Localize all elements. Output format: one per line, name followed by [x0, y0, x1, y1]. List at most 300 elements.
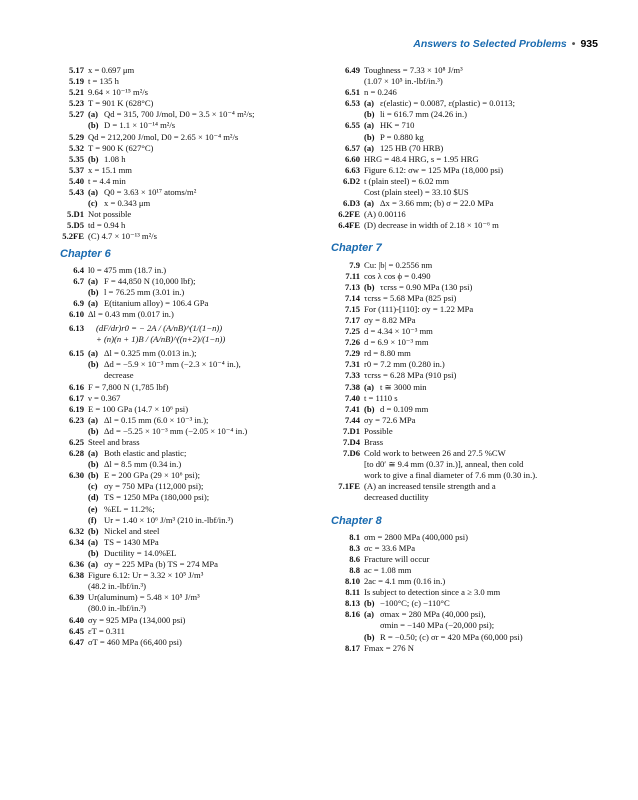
answer-list-ch6-c [331, 65, 611, 231]
answer-number: 5.35 [68, 153, 84, 164]
answer-text: E(titanium alloy) = 106.4 GPa [104, 297, 209, 308]
answer-number: 5.D5 [67, 220, 84, 231]
answer-number: 6.51 [344, 87, 360, 98]
answer-entry [331, 576, 611, 587]
answer-number: 6.25 [68, 437, 84, 447]
answer-part [88, 481, 325, 492]
answer-body [88, 626, 325, 637]
answer-entry [55, 559, 325, 570]
answer-text: τcrss = 5.68 MPa (825 psi) [364, 292, 457, 303]
answer-text: d = 0.109 mm [380, 403, 429, 414]
answer-body [364, 326, 611, 337]
answer-entry [55, 187, 325, 209]
part-label: (a) [364, 120, 375, 131]
answer-text: P = 0.880 kg [380, 131, 424, 142]
answer-text: ε(elastic) = 0.0087, ε(plastic) = 0.0113; [380, 98, 515, 109]
part-label: (d) [88, 492, 99, 503]
part-label: (b) [364, 598, 375, 609]
answer-number: 7.11 [345, 270, 360, 281]
answer-body [88, 176, 325, 187]
answer-text: Ur(aluminum) = 5.48 × 10⁵ J/m³ (80.0 in.-lbf/in.³) [88, 592, 200, 614]
answer-part [88, 470, 325, 481]
answer-number: 6.30 [68, 470, 84, 481]
answer-text: Brass [364, 437, 384, 447]
part-label: (a) [88, 536, 99, 547]
answer-entry [55, 448, 325, 470]
answer-part [88, 348, 325, 359]
answer-part [88, 109, 325, 120]
answer-body [364, 370, 611, 381]
answer-part [88, 526, 325, 537]
part-label: (a) [88, 297, 99, 308]
answer-text: Not possible [88, 209, 132, 220]
answer-part [88, 220, 325, 231]
answer-number: 8.1 [349, 531, 360, 542]
answer-entry [331, 643, 611, 654]
answer-body [364, 565, 611, 576]
answer-number: 8.13 [344, 598, 360, 609]
answer-text: li = 616.7 mm (24.26 in.) [380, 109, 467, 120]
answer-number: 6.19 [68, 403, 84, 414]
answer-text: Fmax = 276 N [364, 642, 414, 653]
answer-body [364, 532, 611, 543]
part-label: (a) [88, 275, 99, 286]
answer-part [364, 337, 611, 348]
answer-text: 1.08 h [104, 153, 126, 164]
answer-part [88, 404, 325, 415]
answer-body [364, 143, 611, 154]
answer-body [364, 98, 611, 120]
answer-number: 6.13 [68, 323, 84, 334]
answer-number: 7.D6 [343, 448, 360, 459]
answer-text: σm = 2800 MPa (400,000 psi) [364, 531, 469, 542]
answer-part [88, 154, 325, 165]
answer-text: σy = 8.82 MPa [364, 314, 416, 325]
answer-list-ch8 [331, 532, 611, 654]
answer-entry [331, 220, 611, 231]
answer-body [364, 415, 611, 426]
answer-entry [55, 220, 325, 231]
answer-number: 7.9 [349, 259, 360, 270]
answer-text: Cold work to between 26 and 27.5 %CW [to d0′ ≅ 9.4 mm (0.37 in.)], anneal, then cold work to give a final diameter of 7.6 mm (0.30 in.). [364, 448, 538, 481]
answer-entry [331, 198, 611, 209]
answer-part [88, 187, 325, 198]
answer-part [88, 570, 325, 592]
answer-text: Δl = 0.43 mm (0.017 in.) [88, 308, 174, 319]
answer-text: ν = 0.367 [88, 392, 121, 403]
part-label: (a) [364, 142, 375, 153]
part-label: (a) [88, 187, 99, 198]
answer-part [88, 548, 325, 559]
answer-part [364, 643, 611, 654]
header-separator: • [571, 38, 576, 50]
answer-body [88, 132, 325, 143]
answer-number: 7.25 [344, 326, 360, 337]
answer-number: 5.19 [68, 76, 84, 87]
answer-number: 6.36 [68, 559, 84, 570]
answer-entry [55, 209, 325, 220]
answer-text: F = 44,850 N (10,000 lbf); [104, 275, 196, 286]
answer-entry [331, 370, 611, 381]
answer-body [364, 393, 611, 404]
answer-body [364, 576, 611, 587]
answer-part [364, 304, 611, 315]
answer-part [364, 370, 611, 381]
running-title: Answers to Selected Problems [413, 38, 567, 50]
answer-number: 7.D4 [343, 437, 360, 447]
answer-entry [331, 543, 611, 554]
answer-entry [55, 437, 325, 448]
answer-body [364, 404, 611, 415]
answer-entry [331, 143, 611, 154]
equation-term-1: = − 2A / (A/nB)^(1/(1−n)) [131, 323, 223, 334]
answer-part [364, 382, 611, 393]
answer-number: 7.17 [344, 314, 360, 325]
answer-entry [331, 359, 611, 370]
answer-entry [55, 637, 325, 648]
answer-body [364, 359, 611, 370]
answer-part [364, 598, 611, 609]
answer-part [364, 176, 611, 198]
answer-part [364, 543, 611, 554]
answer-part [364, 120, 611, 131]
answer-entry [55, 526, 325, 537]
answer-entry [331, 176, 611, 198]
answer-part [364, 98, 611, 109]
equation-lhs: (dF/dr)r0 [96, 323, 129, 334]
answer-number: 5.D1 [67, 209, 84, 220]
answer-text: σy = 225 MPa (b) TS = 274 MPa [104, 559, 218, 570]
answer-body [88, 393, 325, 404]
answer-entry [331, 565, 611, 576]
answer-entry [331, 260, 611, 271]
answer-entry [55, 176, 325, 187]
answer-number: 6.9 [73, 297, 84, 308]
page-header [413, 38, 598, 50]
answer-body [364, 481, 611, 503]
answer-text: εT = 0.311 [88, 625, 125, 636]
answer-number: 7.44 [344, 414, 360, 425]
answer-number: 6.38 [68, 570, 84, 581]
answer-body [88, 165, 325, 176]
answer-text: Δl = 0.15 mm (6.0 × 10⁻³ in.); [104, 414, 209, 425]
answer-text: HK = 710 [380, 120, 415, 131]
answer-entry [331, 404, 611, 415]
answer-number: 6.57 [344, 142, 360, 153]
answer-part [364, 260, 611, 271]
answer-part [364, 154, 611, 165]
answer-number: 6.40 [68, 614, 84, 625]
answer-text: cos λ cos ϕ = 0.490 [364, 270, 431, 281]
answer-body [88, 187, 325, 209]
part-label: (b) [364, 109, 375, 120]
answer-number: 5.43 [68, 187, 84, 198]
answer-entry [331, 271, 611, 282]
answer-entry [331, 554, 611, 565]
answer-body [88, 98, 325, 109]
answer-entry [331, 326, 611, 337]
answer-part [88, 120, 325, 131]
answer-part [88, 309, 325, 320]
answer-entry [55, 537, 325, 559]
answer-text: d = 4.34 × 10⁻³ mm [364, 326, 433, 337]
answer-part [88, 87, 325, 98]
answer-body [364, 220, 611, 231]
answer-part [88, 165, 325, 176]
part-label: (b) [364, 403, 375, 414]
answer-text: Δd = −5.9 × 10⁻³ mm (−2.3 × 10⁻⁴ in.), decrease [104, 359, 241, 381]
answer-body [88, 309, 325, 320]
answer-text: τcrss = 0.90 MPa (130 psi) [380, 281, 473, 292]
part-label: (b) [88, 525, 99, 536]
answer-body [88, 526, 325, 537]
answer-list-ch6-a [55, 265, 325, 320]
answer-part [88, 626, 325, 637]
answer-body [88, 437, 325, 448]
answer-part [364, 632, 611, 643]
part-label: (a) [364, 381, 375, 392]
answer-entry [55, 404, 325, 415]
answer-number: 5.21 [68, 87, 84, 98]
answer-number: 7.14 [344, 292, 360, 303]
answer-part [88, 209, 325, 220]
answer-part [88, 415, 325, 426]
answer-entry [55, 98, 325, 109]
answer-text: σy = 750 MPa (112,000 psi); [104, 481, 204, 492]
answer-body [88, 382, 325, 393]
part-label: (b) [88, 425, 99, 436]
answer-part [88, 393, 325, 404]
answer-text: F = 7,800 N (1,785 lbf) [88, 381, 169, 392]
answer-number: 8.3 [349, 542, 360, 553]
part-label: (a) [364, 98, 375, 109]
answer-text: Steel and brass [88, 437, 140, 447]
answer-number: 5.17 [68, 65, 84, 75]
answer-part [364, 87, 611, 98]
answer-text: Qd = 315, 700 J/mol, D0 = 3.5 × 10⁻⁴ m²/s; [104, 109, 255, 120]
answer-body [88, 448, 325, 470]
answer-part [88, 504, 325, 515]
answer-entry [331, 209, 611, 220]
part-label: (a) [364, 609, 375, 620]
answer-part [364, 143, 611, 154]
answer-body [88, 109, 325, 131]
answer-part [364, 448, 611, 481]
answer-body [88, 65, 325, 76]
answer-part [364, 576, 611, 587]
answer-text: Figure 6.12: Ur = 3.32 × 10⁵ J/m³ (48.2 in.-lbf/in.³) [88, 570, 204, 592]
answer-entry [331, 282, 611, 293]
answer-entry [331, 65, 611, 87]
answer-part [88, 276, 325, 287]
answer-number: 6.15 [68, 348, 84, 359]
answer-entry [55, 165, 325, 176]
answer-body [364, 609, 611, 642]
answer-number: 6.4FE [338, 220, 360, 231]
answer-text: T = 900 K (627°C) [88, 142, 154, 153]
answer-part [364, 415, 611, 426]
answer-entry [55, 76, 325, 87]
answer-text: −100°C; (c) −110°C [380, 598, 450, 609]
answer-entry [55, 109, 325, 131]
answer-part [364, 326, 611, 337]
answer-number: 7.40 [344, 392, 360, 403]
part-label: (b) [88, 153, 99, 164]
answer-number: 7.13 [344, 281, 360, 292]
answer-number: 6.32 [68, 525, 84, 536]
answer-part [88, 426, 325, 437]
part-label: (a) [88, 414, 99, 425]
answer-body [88, 615, 325, 626]
answer-number: 7.15 [344, 303, 360, 314]
answer-body [364, 198, 611, 209]
answer-number: 6.2FE [338, 209, 360, 220]
answer-part [364, 554, 611, 565]
answer-part [88, 65, 325, 76]
answer-number: 5.40 [68, 175, 84, 186]
answer-entry [331, 293, 611, 304]
answer-body [364, 176, 611, 198]
answer-text: D = 1.1 × 10⁻¹⁴ m²/s [104, 120, 176, 131]
answer-number: 8.11 [345, 587, 360, 598]
answer-part [364, 220, 611, 231]
part-label: (b) [88, 470, 99, 481]
answer-text: (A) an increased tensile strength and a decreased ductility [364, 481, 496, 503]
answer-entry [331, 437, 611, 448]
answer-part [364, 209, 611, 220]
answer-number: 7.29 [344, 348, 360, 359]
answer-number: 8.8 [349, 564, 360, 575]
answer-entry [55, 592, 325, 614]
answer-entry [331, 532, 611, 543]
answer-part [364, 198, 611, 209]
answer-part [364, 132, 611, 143]
answer-text: t ≅ 3000 min [380, 381, 427, 392]
answer-text: Ur = 1.40 × 10⁶ J/m³ (210 in.-lbf/in.³) [104, 514, 234, 525]
answer-part [88, 637, 325, 648]
answer-part [88, 459, 325, 470]
answer-body [364, 598, 611, 609]
answer-body [88, 143, 325, 154]
answer-text: σy = 925 MPa (134,000 psi) [88, 614, 186, 625]
answer-part [364, 109, 611, 120]
answer-text: Fracture will occur [364, 553, 430, 564]
answer-text: HRG = 48.4 HRG, s = 1.95 HRG [364, 153, 479, 164]
answer-6-13 [55, 323, 325, 345]
answer-text: l = 76.25 mm (3.01 in.) [104, 286, 185, 297]
answer-body [88, 470, 325, 525]
answer-part [88, 437, 325, 448]
part-label: (b) [88, 459, 99, 470]
answer-text: Δd = −5.25 × 10⁻³ mm (−2.05 × 10⁻⁴ in.) [104, 425, 248, 436]
answer-text: x = 15.1 mm [88, 164, 132, 175]
answer-text: Nickel and steel [104, 525, 160, 536]
answer-part [364, 437, 611, 448]
answer-part [88, 537, 325, 548]
answer-entry [55, 348, 325, 381]
answer-part [88, 143, 325, 154]
answer-text: Qd = 212,200 J/mol, D0 = 2.65 × 10⁻⁴ m²/s [88, 131, 239, 142]
answer-number: 8.17 [344, 642, 360, 653]
answer-part [88, 287, 325, 298]
answer-number: 5.29 [68, 131, 84, 142]
answer-body [88, 404, 325, 415]
answer-list-ch6-b [55, 348, 325, 648]
answer-text: l0 = 475 mm (18.7 in.) [88, 264, 167, 275]
answer-part [364, 565, 611, 576]
answer-entry [55, 65, 325, 76]
answer-body [88, 637, 325, 648]
part-label: (e) [88, 503, 98, 514]
answer-entry [331, 393, 611, 404]
answer-entry [55, 470, 325, 525]
answer-part [364, 65, 611, 87]
answer-number: 8.10 [344, 576, 360, 587]
answer-body [88, 592, 325, 614]
answer-text: r0 = 7.2 mm (0.280 in.) [364, 359, 445, 370]
answer-part [364, 282, 611, 293]
answer-text: σy = 72.6 MPa [364, 414, 416, 425]
answer-part [88, 265, 325, 276]
answer-body [88, 570, 325, 592]
answer-part [364, 532, 611, 543]
answer-text: Toughness = 7.33 × 10⁸ J/m³ (1.07 × 10⁵ in.-lbf/in.³) [364, 65, 463, 87]
part-label: (c) [88, 481, 98, 492]
answer-text: Ductility = 14.0%EL [104, 547, 177, 558]
answer-text: (A) 0.00116 [364, 209, 406, 220]
answer-number: 5.27 [68, 109, 84, 120]
answer-number: 6.17 [68, 392, 84, 403]
answer-part [88, 448, 325, 459]
answer-entry [331, 304, 611, 315]
answer-body [364, 87, 611, 98]
answer-entry [55, 309, 325, 320]
answer-part [88, 98, 325, 109]
answer-body [88, 265, 325, 276]
answer-list-ch5 [55, 65, 325, 243]
answer-body [88, 276, 325, 298]
answer-part [364, 359, 611, 370]
answer-part [364, 404, 611, 415]
answer-body [88, 415, 325, 437]
answer-entry [55, 570, 325, 592]
answer-body [88, 209, 325, 220]
part-label: (b) [88, 120, 99, 131]
answer-text: t (plain steel) = 6.02 mm Cost (plain steel) = 33.10 $US [364, 175, 469, 198]
answer-body [364, 554, 611, 565]
answer-entry [331, 315, 611, 326]
answer-body [364, 382, 611, 393]
answer-text: R = −0.50; (c) σr = 420 MPa (60,000 psi) [380, 631, 523, 642]
chapter-8-heading: Chapter 8 [331, 514, 382, 527]
answer-body [364, 448, 611, 481]
answer-part [88, 176, 325, 187]
answer-number: 6.60 [344, 153, 360, 164]
answer-text: x = 0.697 μm [88, 65, 135, 75]
answer-entry [331, 448, 611, 481]
answer-part [88, 359, 325, 381]
answer-part [88, 76, 325, 87]
answer-entry [55, 276, 325, 298]
answer-body [88, 231, 325, 242]
answer-number: 5.32 [68, 142, 84, 153]
answer-part [88, 198, 325, 209]
answer-number: 7.38 [344, 381, 360, 392]
part-label: (a) [88, 109, 99, 120]
answer-body [364, 271, 611, 282]
answer-body [88, 537, 325, 559]
answer-number: 6.16 [68, 381, 84, 392]
